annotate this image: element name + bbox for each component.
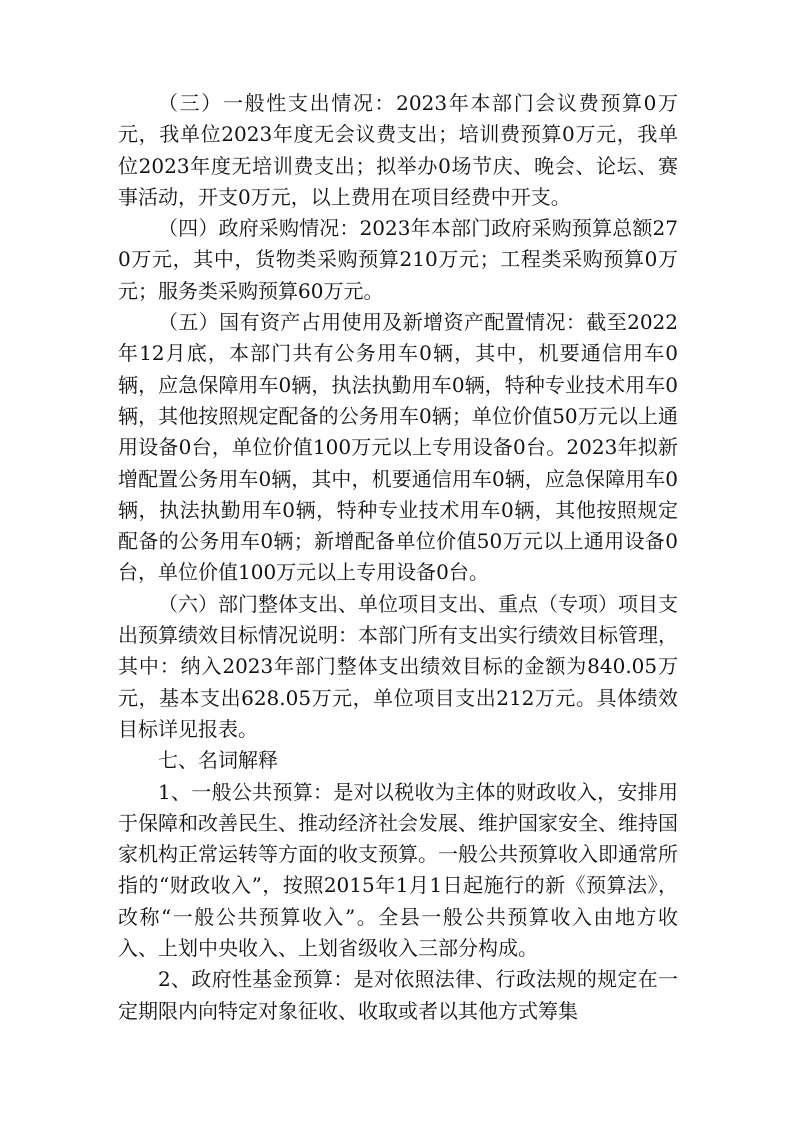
paragraph-government-fund-budget: 2、政府性基金预算：是对依照法律、行政法规的规定在一定期限内向特定对象征收、收取或者以其他方式筹集 (118, 967, 678, 1023)
paragraph-general-public-budget: 1、一般公共预算：是对以税收为主体的财政收入，安排用于保障和改善民生、推动经济社会发展、维护国家安全、维持国家机构正常运转等方面的收支预算。一般公共预算收入即通常所指的“财政收入”，按照2015年1月1日起施行的新《预算法》，改称“一般公共预算收入”。全县一般公共预算收入由地方收入、上划中央收入、上划省级收入三部分构成。 (118, 779, 678, 961)
paragraph-state-assets: （五）国有资产占用使用及新增资产配置情况：截至2022年12月底，本部门共有公务用车0辆，其中，机要通信用车0辆，应急保障用车0辆，执法执勤用车0辆，特种专业技术用车0辆，其他按照规定配备的公务用车0辆；单位价值50万元以上通用设备0台，单位价值100万元以上专用设备0台。2023年拟新增配置公务用车0辆，其中，机要通信用车0辆，应急保障用车0辆，执法执勤用车0辆，特种专业技术用车0辆，其他按照规定配备的公务用车0辆；新增配备单位价值50万元以上通用设备0台，单位价值100万元以上专用设备0台。 (118, 310, 678, 585)
paragraph-general-expenditure: （三）一般性支出情况：2023年本部门会议费预算0万元，我单位2023年度无会议费支出；培训费预算0万元，我单位2023年度无培训费支出；拟举办0场节庆、晚会、论坛、赛事活动，开支0万元，以上费用在项目经费中开支。 (118, 91, 678, 209)
paragraph-government-procurement: （四）政府采购情况：2023年本部门政府采购预算总额270万元，其中，货物类采购预算210万元；工程类采购预算0万元；服务类采购预算60万元。 (118, 216, 678, 303)
document-body (118, 88, 678, 1027)
section-heading-glossary: 七、名词解释 (158, 748, 278, 773)
paragraph-performance-targets: （六）部门整体支出、单位项目支出、重点（专项）项目支出预算绩效目标情况说明：本部门所有支出实行绩效目标管理，其中：纳入2023年部门整体支出绩效目标的金额为840.05万元，基本支出628.05万元，单位项目支出212万元。具体绩效目标详见报表。 (118, 591, 678, 741)
